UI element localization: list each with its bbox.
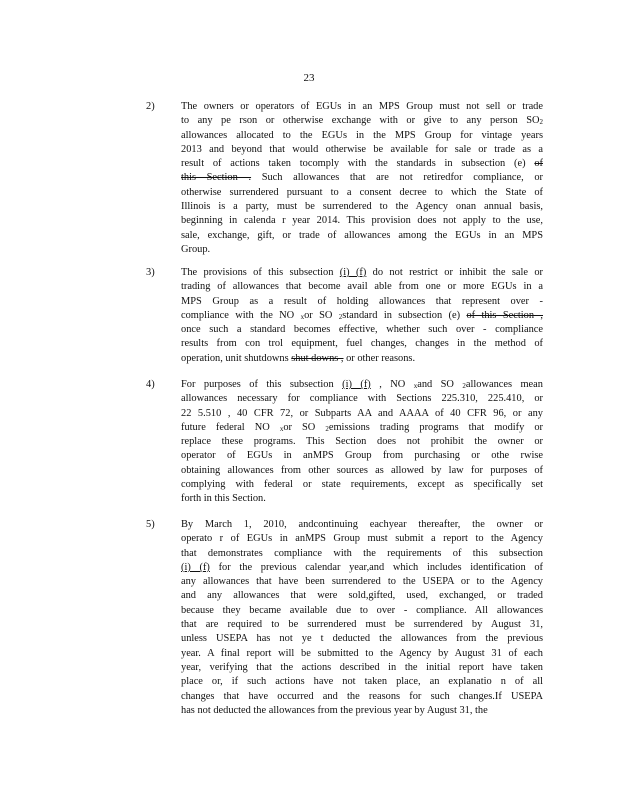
text-run: The owners or operators of EGUs in an MPS Group must not sell or trade <box>181 101 543 112</box>
text-line <box>181 435 543 449</box>
text-run: for the previous calendar year,and which includes identification of <box>209 561 543 573</box>
subscript: x <box>300 312 305 321</box>
text-line <box>181 547 543 561</box>
text-run: any allowances that have been surrendered to the USEPA or to the Agency <box>181 576 543 588</box>
text-run: or other reasons. <box>343 352 416 364</box>
text-run: and any allowances that were sold,gifted, used, exchanged, or traded <box>181 590 543 602</box>
item-number: 5) <box>146 519 155 530</box>
text-line <box>181 157 543 171</box>
text-run: that demonstrates compliance with the requirements of this subsection <box>181 547 543 559</box>
text-run: year. A final report will be submitted to the Agency by August 31 of each <box>181 647 543 659</box>
text-line <box>181 575 543 589</box>
underlined-text: (i) (f) <box>342 379 371 390</box>
text-run: that are required to be surrendered must be surrendered by August 31, <box>181 619 543 631</box>
text-line <box>181 352 543 366</box>
text-line <box>181 532 543 546</box>
text-line <box>181 647 543 661</box>
text-run: 2013 and beyond that would otherwise be available for sale or trade as a <box>181 143 543 155</box>
text-run: allowances mean <box>465 379 543 390</box>
text-line <box>181 464 543 478</box>
text-line <box>181 200 543 214</box>
struck-text: shut downs , <box>291 352 344 364</box>
text-run: compliance with the NO <box>181 309 301 321</box>
text-run: beginning in calenda r year 2014. This provision does not apply to the use, <box>181 215 543 227</box>
text-run: unless USEPA has not ye t deducted the allowances from the previous <box>181 633 543 645</box>
text-line <box>181 100 543 114</box>
text-line <box>181 704 543 718</box>
text-line <box>181 675 543 689</box>
text-run: allowances necessary for compliance with Sections 225.310, 225.410, or <box>181 393 543 405</box>
struck-text: of this Section , <box>466 309 543 321</box>
text-line <box>181 518 543 532</box>
text-line <box>181 280 543 294</box>
subscript: x <box>279 424 284 433</box>
text-line <box>181 589 543 603</box>
struck-text: of <box>534 158 543 170</box>
text-run: Group. <box>181 243 211 255</box>
text-run: By March 1, 2010, andcontinuing eachyear thereafter, the owner or <box>181 519 543 530</box>
text-run: MPS Group as a result of holding allowances that represent over - <box>181 295 543 307</box>
text-run: replace these programs. This Section does not prohibit the owner or <box>181 436 543 448</box>
text-line <box>181 690 543 704</box>
item-body <box>181 100 543 257</box>
subscript: 2 <box>462 382 466 390</box>
text-run: has not deducted the allowances from the previous year by August 31, the <box>181 704 488 716</box>
text-line <box>181 114 543 128</box>
text-run: standard in subsection (e) <box>342 309 467 321</box>
text-run: or SO <box>283 421 326 433</box>
text-run: or SO <box>304 309 339 321</box>
text-run: , NO <box>370 379 414 390</box>
text-line <box>181 171 543 185</box>
text-run: operato r of EGUs in anMPS Group must submit a report to the Agency <box>181 533 543 545</box>
text-line <box>181 618 543 632</box>
text-line <box>181 337 543 351</box>
text-line <box>181 449 543 463</box>
text-run: complying with federal or state requirements, except as specifically set <box>181 479 543 491</box>
text-run: and SO <box>417 379 463 390</box>
text-line <box>181 561 543 575</box>
text-run: obtaining allowances from other sources as allowed by law for purposes of <box>181 464 543 476</box>
text-run: emissions trading programs that modify or <box>328 421 543 433</box>
text-line <box>181 407 543 421</box>
item-number: 2) <box>146 101 155 112</box>
subscript: 2 <box>325 424 329 433</box>
text-line <box>181 266 543 280</box>
text-line <box>181 243 543 257</box>
text-run: 22 5.510 , 40 CFR 72, or Subparts AA and AAAA of 40 CFR 96, or any <box>181 407 543 419</box>
text-line <box>181 186 543 200</box>
text-run: future federal NO <box>181 421 280 433</box>
text-run: do not restrict or inhibit the sale or <box>366 267 543 278</box>
text-line <box>181 214 543 228</box>
text-run: Illinois is a party, must be surrendered to the Agency onan annual basis, <box>181 201 543 213</box>
text-run: operation, unit shutdowns <box>181 352 292 364</box>
text-line <box>181 143 543 157</box>
text-run: allowances allocated to the EGUs in the MPS Group for vintage years <box>181 129 543 141</box>
text-run: operator of EGUs in anMPS Group from purchasing or othe rwise <box>181 450 543 462</box>
text-line <box>181 295 543 309</box>
text-run: changes that have occurred and the reasons for such changes.If USEPA <box>181 690 543 702</box>
item-body <box>181 518 543 718</box>
text-line <box>181 129 543 143</box>
struck-text: this Section . <box>181 172 252 184</box>
text-run: sale, exchange, gift, or trade of allowances among the EGUs in an MPS <box>181 229 543 241</box>
item-number: 4) <box>146 379 155 390</box>
item-number: 3) <box>146 267 155 278</box>
text-line <box>181 604 543 618</box>
text-line <box>181 229 543 243</box>
text-line <box>181 323 543 337</box>
text-run: results from con trol equipment, fuel changes, changes in the method of <box>181 338 543 350</box>
text-run: otherwise surrendered pursuant to a consent decree to which the State of <box>181 186 543 198</box>
text-run: place or, if such actions have not taken place, an explanatio n of all <box>181 676 543 688</box>
text-run: result of actions taken tocomply with the standards in subsection (e) <box>181 158 535 170</box>
text-line <box>181 492 543 506</box>
text-line <box>181 392 543 406</box>
text-run: The provisions of this subsection <box>181 267 340 278</box>
text-run: once such a standard becomes effective, whether such over - compliance <box>181 324 543 336</box>
underlined-text: (i) (f) <box>339 267 367 278</box>
underlined-text: (i) (f) <box>181 561 210 573</box>
text-run: trading of allowances that become avail able from one or more EGUs in a <box>181 281 543 293</box>
text-run: Such allowances that are not retiredfor compliance, or <box>251 172 543 184</box>
text-run: year, verifying that the actions described in the initial report have taken <box>181 661 543 673</box>
text-line <box>181 309 543 323</box>
text-run: because they became available due to over - compliance. All allowances <box>181 604 543 616</box>
item-body <box>181 266 543 366</box>
item-body <box>181 378 543 507</box>
text-run: to any pe rson or otherwise exchange with or give to any person SO <box>181 115 540 127</box>
text-run: For purposes of this subsection <box>181 379 343 390</box>
text-line <box>181 478 543 492</box>
text-line <box>181 661 543 675</box>
text-line <box>181 632 543 646</box>
subscript: 2 <box>338 312 343 321</box>
text-run: forth in this Section. <box>181 493 266 505</box>
page-number: 23 <box>303 72 315 84</box>
text-line <box>181 421 543 435</box>
text-line <box>181 378 543 392</box>
subscript: x <box>413 382 418 390</box>
subscript: 2 <box>539 118 543 127</box>
